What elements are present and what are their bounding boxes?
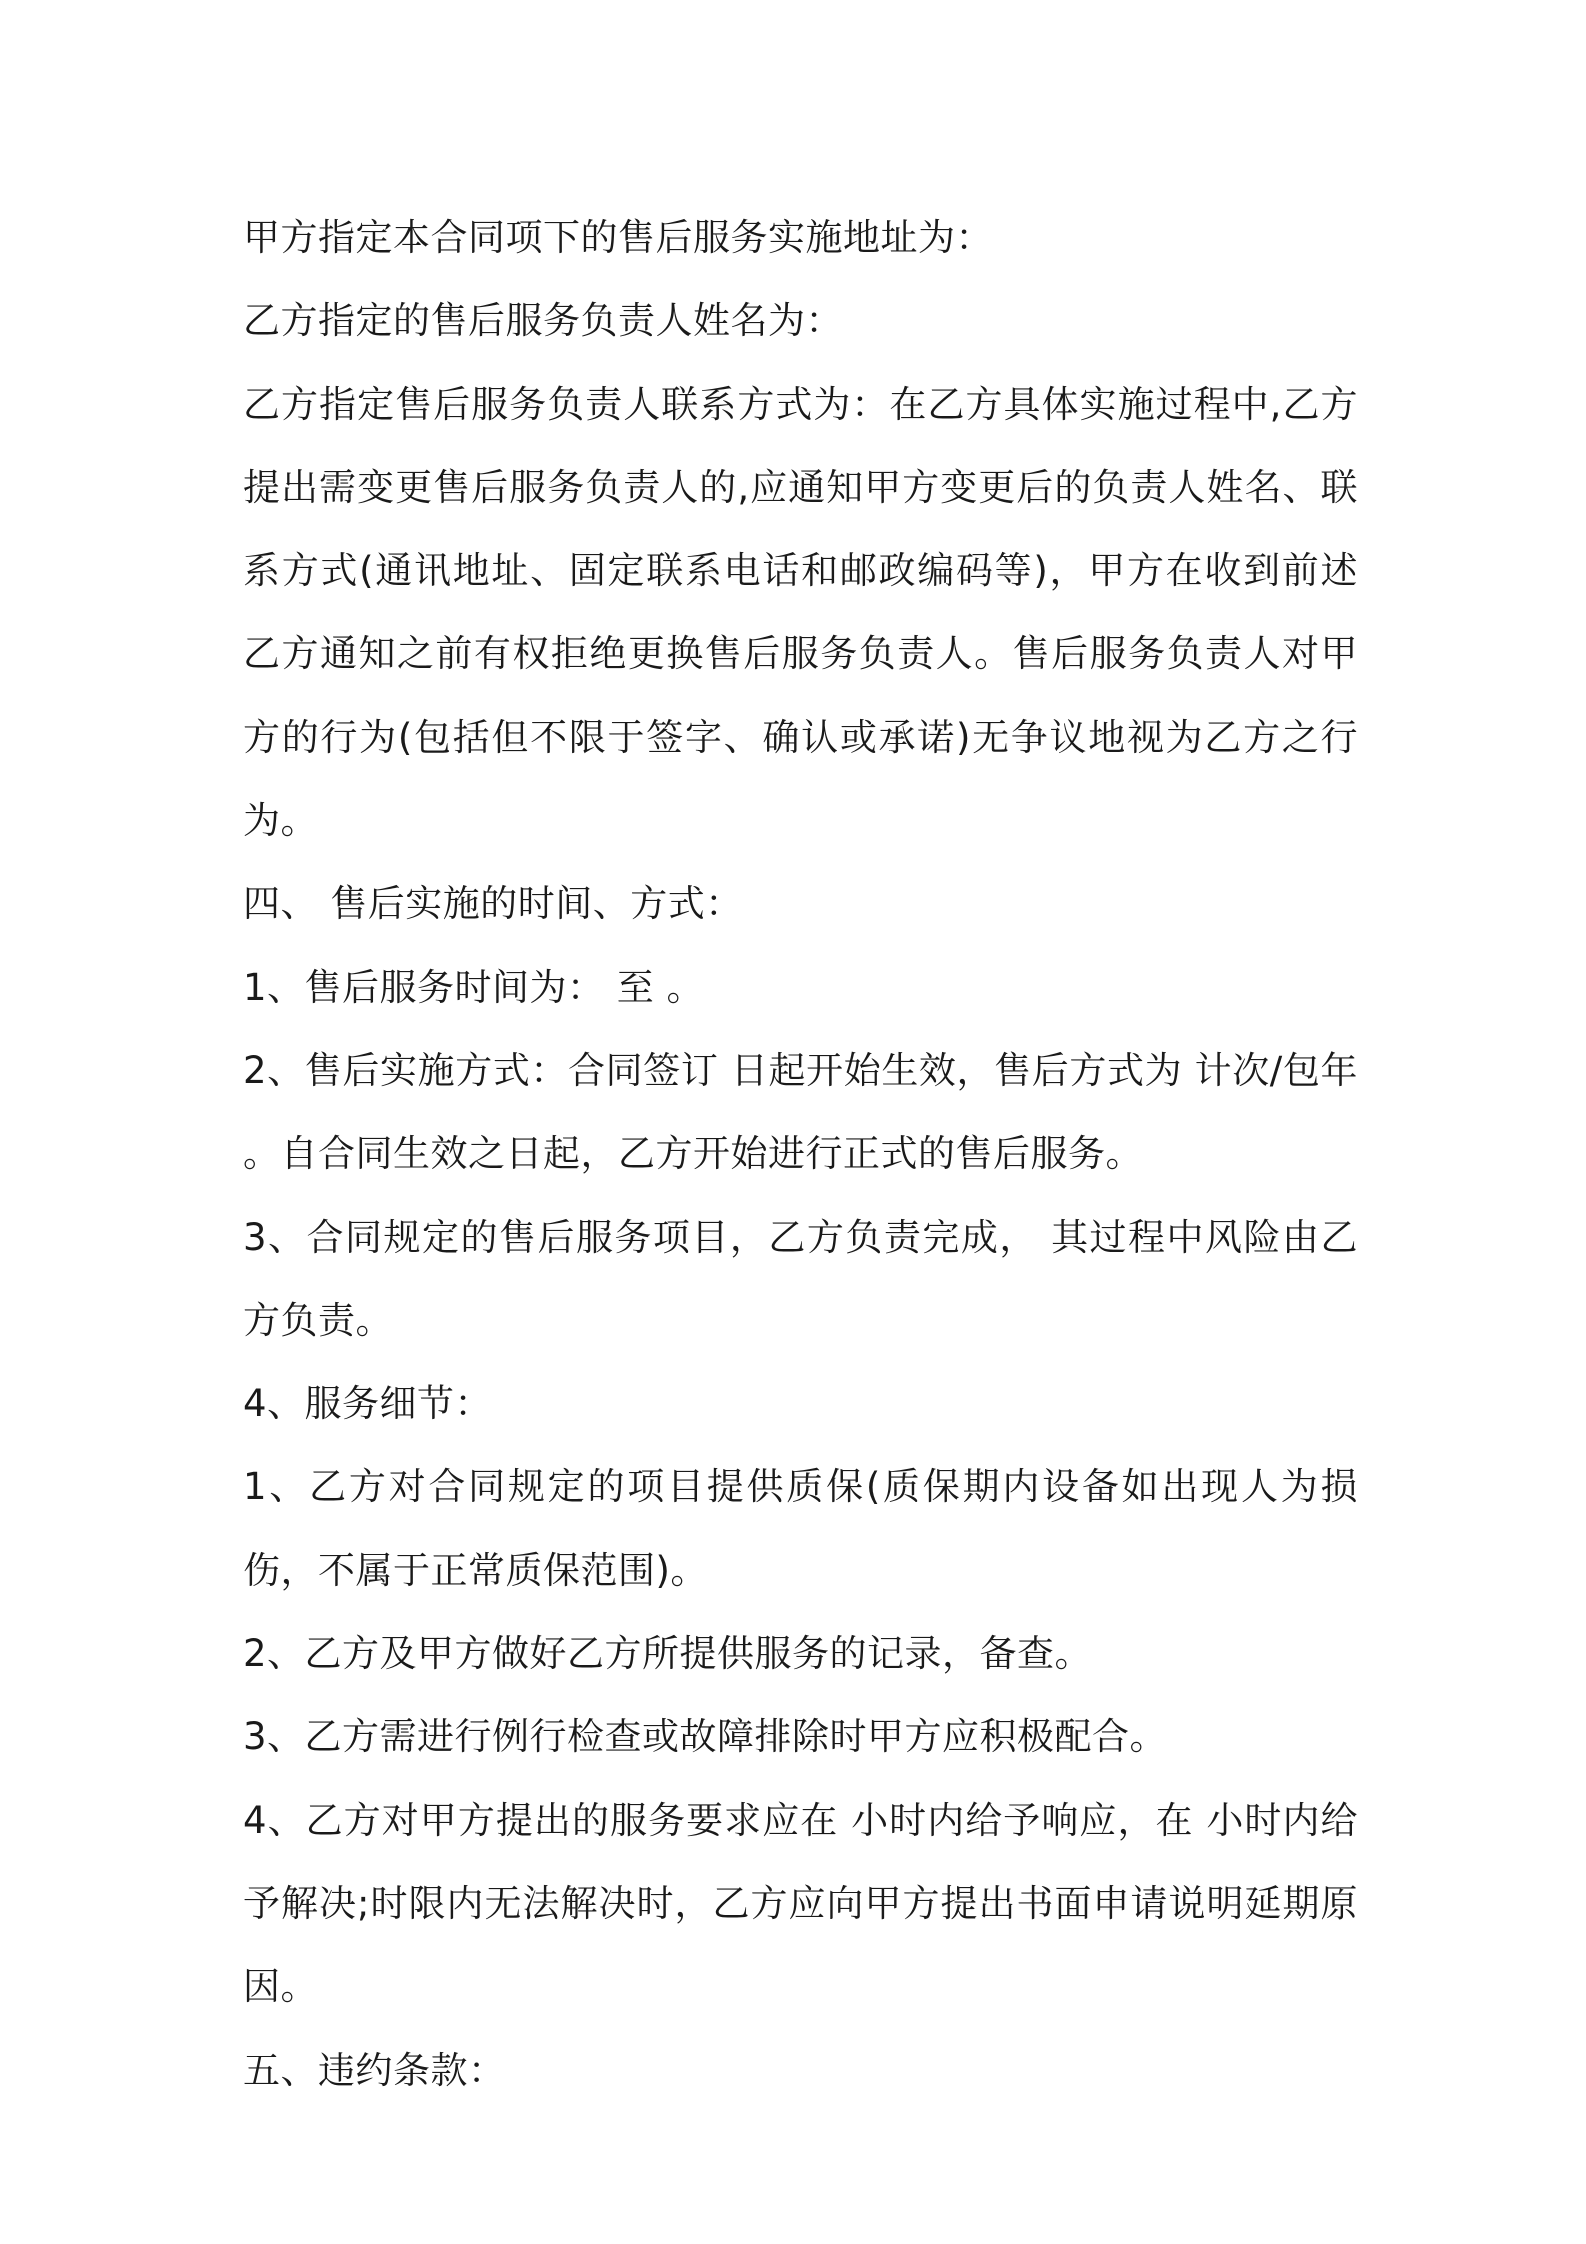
list-item-service-time: 1、售后服务时间为： 至 。 xyxy=(243,965,705,1009)
section-heading-4: 四、 售后实施的时间、方式： xyxy=(243,882,743,926)
detail-item-records: 2、乙方及甲方做好乙方所提供服务的记录，备查。 xyxy=(243,1632,1093,1676)
paragraph-service-manager-name: 乙方指定的售后服务负责人姓名为： xyxy=(243,299,843,343)
document-body xyxy=(243,196,1358,2112)
paragraph-service-address: 甲方指定本合同项下的售后服务实施地址为： xyxy=(243,216,993,259)
list-item-service-details: 4、服务细节： xyxy=(243,1382,493,1426)
detail-item-warranty: 1、乙方对合同规定的项目提供质保(质保期内设备如出现人为损伤，不属于正常质保范围)。 xyxy=(243,1465,1358,1592)
section-heading-5: 五、违约条款： xyxy=(243,2048,506,2092)
list-item-service-method: 2、售后实施方式：合同签订 日起开始生效，售后方式为 计次/包年 。自合同生效之日起，乙方开始进行正式的售后服务。 xyxy=(243,1048,1358,1176)
paragraph-service-manager-contact: 乙方指定售后服务负责人联系方式为：在乙方具体实施过程中,乙方提出需变更售后服务负责人的,应通知甲方变更后的负责人姓名、联系方式(通讯地址、固定联系电话和邮政编码等)，甲方在收到前述乙方通知之前有权拒绝更换售后服务负责人。售后服务负责人对甲方的行为(包括但不限于签字、确认或承诺)无争议地视为乙方之行为。 xyxy=(243,382,1358,843)
list-item-service-responsibility: 3、合同规定的售后服务项目，乙方负责完成， 其过程中风险由乙方负责。 xyxy=(243,1215,1358,1342)
detail-item-response-time: 4、乙方对甲方提出的服务要求应在 小时内给予响应，在 小时内给予解决;时限内无法解决时，乙方应向甲方提出书面申请说明延期原因。 xyxy=(243,1798,1358,2009)
detail-item-inspection: 3、乙方需进行例行检查或故障排除时甲方应积极配合。 xyxy=(243,1715,1168,1759)
